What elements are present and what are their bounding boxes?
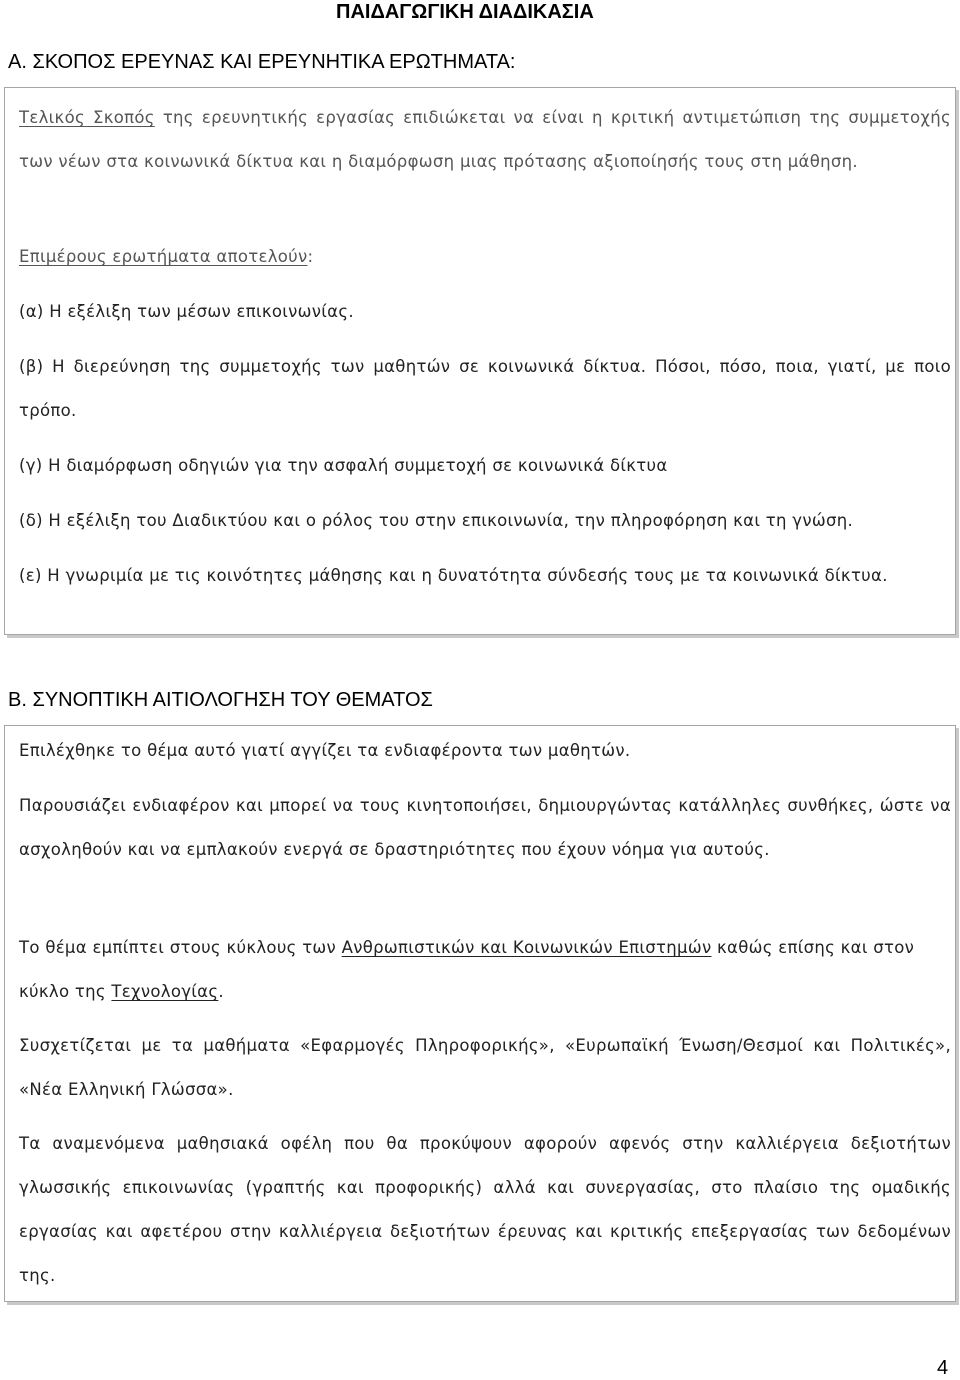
section-b-heading: Β. ΣΥΝΟΠΤΙΚΗ ΑΙΤΙΟΛΟΓΗΣΗ ΤΟΥ ΘΕΜΑΤΟΣ [8, 689, 433, 711]
justification-paragraph-1: Επιλέχθηκε το θέμα αυτό γιατί αγγίζει τα ενδιαφέροντα των μαθητών. [19, 741, 631, 760]
question-item: (ε) Η γνωριμία με τις κοινότητες μάθησης και η δυνατότητα σύνδεσής τους με τα κοινωνικά δίκτυα. [19, 566, 888, 585]
question-item: (β) Η διερεύνηση της συμμετοχής των μαθητών σε κοινωνικά δίκτυα. Πόσοι, πόσο, ποια, γιατί, με ποιο τρόπο. [19, 357, 951, 420]
page-title: ΠΑΙΔΑΓΩΓΙΚΗ ΔΙΑΔΙΚΑΣΙΑ [336, 1, 594, 23]
justification-paragraph-3 [19, 926, 951, 1014]
p3-text-before: Το θέμα εμπίπτει στους κύκλους των [19, 938, 342, 957]
questions-label: Επιμέρους ερωτήματα αποτελούν [19, 247, 308, 266]
technology-link[interactable]: Τεχνολογίας [111, 982, 219, 1001]
questions-intro [19, 235, 951, 279]
justification-paragraph-4: Συσχετίζεται με τα μαθήματα «Εφαρμογές Πληροφορικής», «Ευρωπαϊκή Ένωση/Θεσμοί και Πολιτικές», «Νέα Ελληνική Γλώσσα». [19, 1036, 951, 1099]
justification-paragraph-2: Παρουσιάζει ενδιαφέρον και μπορεί να τους κινητοποιήσει, δημιουργώντας κατάλληλες συνθήκες, ώστε να ασχοληθούν και να εμπλακούν ενεργά σε δραστηριότητες που έχουν νόημα για αυτούς. [19, 796, 951, 859]
page-number: 4 [937, 1357, 949, 1379]
goal-label: Τελικός Σκοπός [19, 108, 155, 127]
section-a-heading: Α. ΣΚΟΠΟΣ ΕΡΕΥΝΑΣ ΚΑΙ ΕΡΕΥΝΗΤΙΚΑ ΕΡΩΤΗΜΑΤΑ: [8, 51, 516, 73]
goal-text: της ερευνητικής εργασίας επιδιώκεται να είναι η κριτική αντιμετώπιση της συμμετοχής των νέων στα κοινωνικά δίκτυα και η διαμόρφωση μιας πρότασης αξιοποίησής τους στη μάθηση. [19, 108, 951, 171]
section-b-box [4, 725, 956, 1302]
question-item: (α) Η εξέλιξη των μέσων επικοινωνίας. [19, 302, 354, 321]
section-a-box [4, 87, 956, 635]
question-item: (γ) Η διαμόρφωση οδηγιών για την ασφαλή συμμετοχή σε κοινωνικά δίκτυα [19, 456, 668, 475]
humanities-link[interactable]: Ανθρωπιστικών και Κοινωνικών Επιστημών [341, 938, 712, 957]
p3-text-after: . [218, 982, 224, 1001]
justification-paragraph-5: Τα αναμενόμενα μαθησιακά οφέλη που θα προκύψουν αφορούν αφενός στην καλλιέργεια δεξιοτήτων γλωσσικής επικοινωνίας (γραπτής και προφορικής) αλλά και συνεργασίας, στο πλαίσιο της ομαδικής εργασίας και αφετέρου στην καλλιέργεια δεξιοτήτων έρευνας και κριτικής επεξεργασίας των δεδομένων της. [19, 1134, 951, 1285]
research-goal-paragraph [19, 96, 951, 184]
p3-text-middle: καθώς επίσης και στον κύκλο της [19, 938, 915, 1001]
questions-colon: : [307, 247, 314, 266]
question-item: (δ) Η εξέλιξη του Διαδικτύου και ο ρόλος του στην επικοινωνία, την πληροφόρηση και τη γνώση. [19, 511, 854, 530]
